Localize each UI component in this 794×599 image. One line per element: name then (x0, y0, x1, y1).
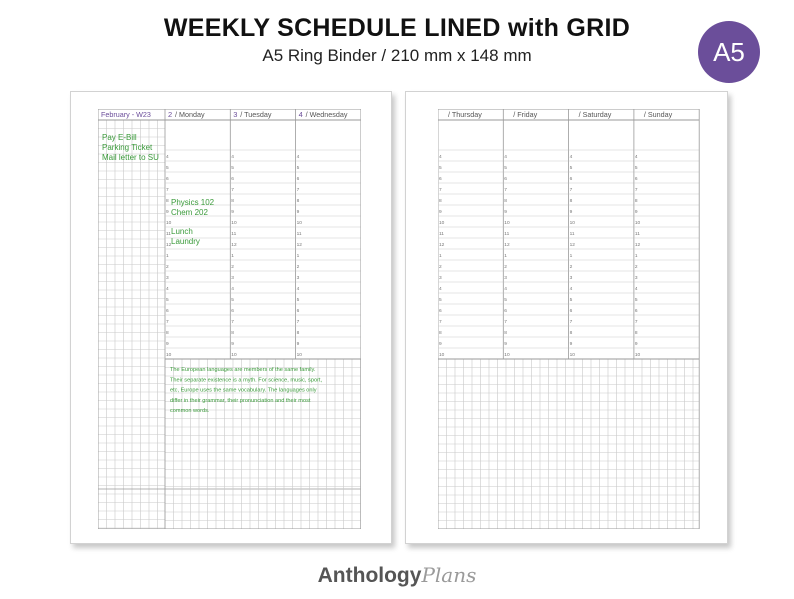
hour-label: 6 (504, 177, 507, 182)
hour-label: 1 (231, 254, 234, 259)
hour-label: 6 (231, 177, 234, 182)
hour-label: 11 (504, 232, 510, 237)
hour-label: 11 (439, 232, 444, 237)
hour-label: 9 (296, 210, 300, 215)
hour-label: 9 (231, 342, 234, 347)
hour-label: 11 (231, 232, 237, 237)
hour-label: 5 (504, 166, 507, 171)
hour-label: 12 (504, 243, 510, 248)
hour-label: 4 (439, 155, 442, 160)
monday-entry: Chem 202 (171, 208, 208, 217)
notes-paragraph-line: The European languages are members of the same family. (170, 367, 316, 373)
hour-label: 12 (231, 243, 237, 248)
hour-label: 12 (569, 243, 575, 248)
day-number: 2 (168, 110, 173, 119)
hour-label: 7 (231, 188, 234, 193)
hour-label: 6 (296, 177, 300, 182)
monday-entry: Lunch (171, 227, 193, 236)
hour-label: 4 (634, 287, 638, 292)
hour-label: 12 (296, 243, 302, 248)
hour-label: 9 (634, 210, 638, 215)
hour-label: 3 (439, 276, 442, 281)
brand-name-script: Plans (421, 563, 477, 587)
hour-label: 6 (439, 177, 442, 182)
hour-label: 3 (231, 276, 234, 281)
hour-label: 7 (166, 320, 169, 325)
hour-label: 5 (231, 298, 234, 303)
hour-label: 6 (166, 309, 169, 314)
hour-label: 9 (504, 342, 507, 347)
hour-label: 8 (504, 331, 507, 336)
month-week-label: February - W23 (101, 110, 151, 119)
hour-label: 10 (296, 353, 302, 358)
day-name: / Thursday (448, 110, 482, 119)
hour-label: 10 (231, 353, 237, 358)
hour-label: 8 (569, 199, 573, 204)
hour-label: 11 (569, 232, 575, 237)
right-planner-page (405, 91, 728, 544)
hour-label: 7 (569, 320, 573, 325)
hour-label: 7 (569, 188, 573, 193)
sidebar-note: Parking Ticket (102, 143, 153, 152)
hour-label: 6 (504, 309, 507, 314)
hour-label: 3 (504, 276, 507, 281)
hour-label: 10 (231, 221, 237, 226)
day-name: / Friday (513, 110, 538, 119)
hour-label: 7 (231, 320, 234, 325)
hour-label: 8 (296, 331, 300, 336)
hour-label: 5 (504, 298, 507, 303)
hour-label: 4 (231, 287, 234, 292)
hour-label: 7 (504, 320, 507, 325)
page-subtitle: A5 Ring Binder / 210 mm x 148 mm (262, 46, 532, 65)
hour-label: 8 (166, 331, 169, 336)
left-planner-page (70, 91, 392, 544)
hour-label: 8 (231, 199, 234, 204)
notes-paragraph-line: common words. (170, 408, 210, 415)
hour-label: 5 (569, 166, 573, 171)
hour-label: 3 (634, 276, 638, 281)
day-name: / Monday (175, 110, 205, 119)
hour-label: 1 (296, 254, 300, 259)
hour-label: 7 (296, 320, 300, 325)
hour-label: 5 (569, 298, 573, 303)
hour-label: 2 (166, 265, 169, 270)
hour-label: 5 (296, 166, 300, 171)
hour-label: 4 (504, 155, 507, 160)
hour-label: 6 (439, 309, 442, 314)
hour-label: 10 (166, 221, 172, 226)
hour-label: 3 (296, 276, 300, 281)
sidebar-note: Mail letter to SU (102, 153, 159, 162)
hour-label: 8 (439, 199, 442, 204)
hour-label: 10 (439, 353, 445, 358)
hour-label: 6 (569, 177, 573, 182)
hour-label: 4 (439, 287, 442, 292)
hour-label: 8 (231, 331, 234, 336)
hour-label: 10 (439, 221, 445, 226)
hour-label: 8 (296, 199, 300, 204)
hour-label: 1 (166, 254, 169, 259)
hour-label: 6 (296, 309, 300, 314)
hour-label: 7 (634, 188, 638, 193)
hour-label: 9 (504, 210, 507, 215)
notes-paragraph-line: differ in their grammar, their pronunciation and their most (170, 397, 311, 404)
hour-label: 7 (439, 320, 442, 325)
notes-paragraph-line: Their separate existence is a myth. For science, music, sport, (170, 377, 323, 384)
hour-label: 7 (504, 188, 507, 193)
hour-label: 5 (439, 298, 442, 303)
hour-label: 12 (166, 243, 172, 248)
hour-label: 10 (504, 353, 510, 358)
hour-label: 5 (166, 166, 169, 171)
hour-label: 10 (504, 221, 510, 226)
day-name: / Tuesday (240, 110, 272, 119)
brand-logo (0, 563, 794, 588)
hour-label: 5 (296, 298, 300, 303)
hour-label: 11 (166, 232, 171, 237)
hour-label: 9 (439, 342, 442, 347)
hour-label: 6 (634, 177, 638, 182)
hour-label: 5 (231, 166, 234, 171)
hour-label: 8 (504, 199, 507, 204)
hour-label: 1 (504, 254, 507, 259)
notes-paragraph-line: etc, Europe uses the same vocabulary. The languages only (170, 387, 317, 394)
hour-label: 10 (634, 221, 641, 226)
hour-label: 5 (439, 166, 442, 171)
hour-label: 9 (231, 210, 234, 215)
hour-label: 9 (569, 342, 573, 347)
hour-label: 1 (439, 254, 442, 259)
day-name: / Sunday (643, 110, 673, 119)
hour-label: 7 (166, 188, 169, 193)
hour-label: 3 (569, 276, 573, 281)
monday-entry: Physics 102 (171, 198, 215, 207)
hour-label: 2 (439, 265, 442, 270)
right-planner-grid (438, 109, 700, 529)
day-number: 3 (233, 110, 238, 119)
hour-label: 6 (166, 177, 169, 182)
hour-label: 2 (296, 265, 300, 270)
hour-label: 9 (439, 210, 442, 215)
day-name: / Wednesday (305, 110, 348, 119)
hour-label: 4 (569, 155, 573, 160)
hour-label: 10 (166, 353, 172, 358)
hour-label: 12 (634, 243, 641, 248)
hour-label: 9 (296, 342, 300, 347)
hour-label: 10 (569, 221, 575, 226)
left-planner-grid (98, 109, 361, 529)
hour-label: 10 (634, 353, 641, 358)
monday-entry: Laundry (171, 237, 200, 246)
size-badge: A5 (698, 21, 760, 83)
hour-label: 9 (569, 210, 573, 215)
page-title: WEEKLY SCHEDULE LINED with GRID (163, 14, 631, 42)
hour-label: 4 (296, 287, 300, 292)
hour-label: 3 (166, 276, 169, 281)
hour-label: 4 (504, 287, 507, 292)
hour-label: 9 (166, 210, 169, 215)
hour-label: 9 (166, 342, 169, 347)
hour-label: 6 (231, 309, 234, 314)
hour-label: 8 (166, 199, 169, 204)
hour-label: 2 (231, 265, 234, 270)
hour-label: 1 (569, 254, 573, 259)
hour-label: 5 (634, 166, 638, 171)
day-name: / Saturday (578, 110, 612, 119)
hour-label: 4 (634, 155, 638, 160)
hour-label: 7 (439, 188, 442, 193)
hour-label: 11 (296, 232, 302, 237)
hour-label: 7 (634, 320, 638, 325)
hour-label: 8 (569, 331, 573, 336)
hour-label: 5 (634, 298, 638, 303)
hour-label: 8 (634, 331, 638, 336)
hour-label: 2 (569, 265, 573, 270)
hour-label: 12 (439, 243, 445, 248)
hour-label: 4 (569, 287, 573, 292)
hour-label: 6 (569, 309, 573, 314)
hour-label: 4 (166, 287, 169, 292)
day-number: 4 (298, 110, 303, 119)
hour-label: 2 (634, 265, 638, 270)
hour-label: 10 (296, 221, 302, 226)
hour-label: 4 (166, 155, 169, 160)
hour-label: 5 (166, 298, 169, 303)
hour-label: 7 (296, 188, 300, 193)
hour-label: 4 (296, 155, 300, 160)
hour-label: 1 (634, 254, 638, 259)
sidebar-note: Pay E-Bill (102, 133, 137, 142)
hour-label: 8 (634, 199, 638, 204)
hour-label: 8 (439, 331, 442, 336)
hour-label: 2 (504, 265, 507, 270)
hour-label: 11 (634, 232, 640, 237)
hour-label: 9 (634, 342, 638, 347)
hour-label: 6 (634, 309, 638, 314)
hour-label: 4 (231, 155, 234, 160)
hour-label: 10 (569, 353, 575, 358)
brand-name-bold: Anthology (317, 564, 422, 587)
